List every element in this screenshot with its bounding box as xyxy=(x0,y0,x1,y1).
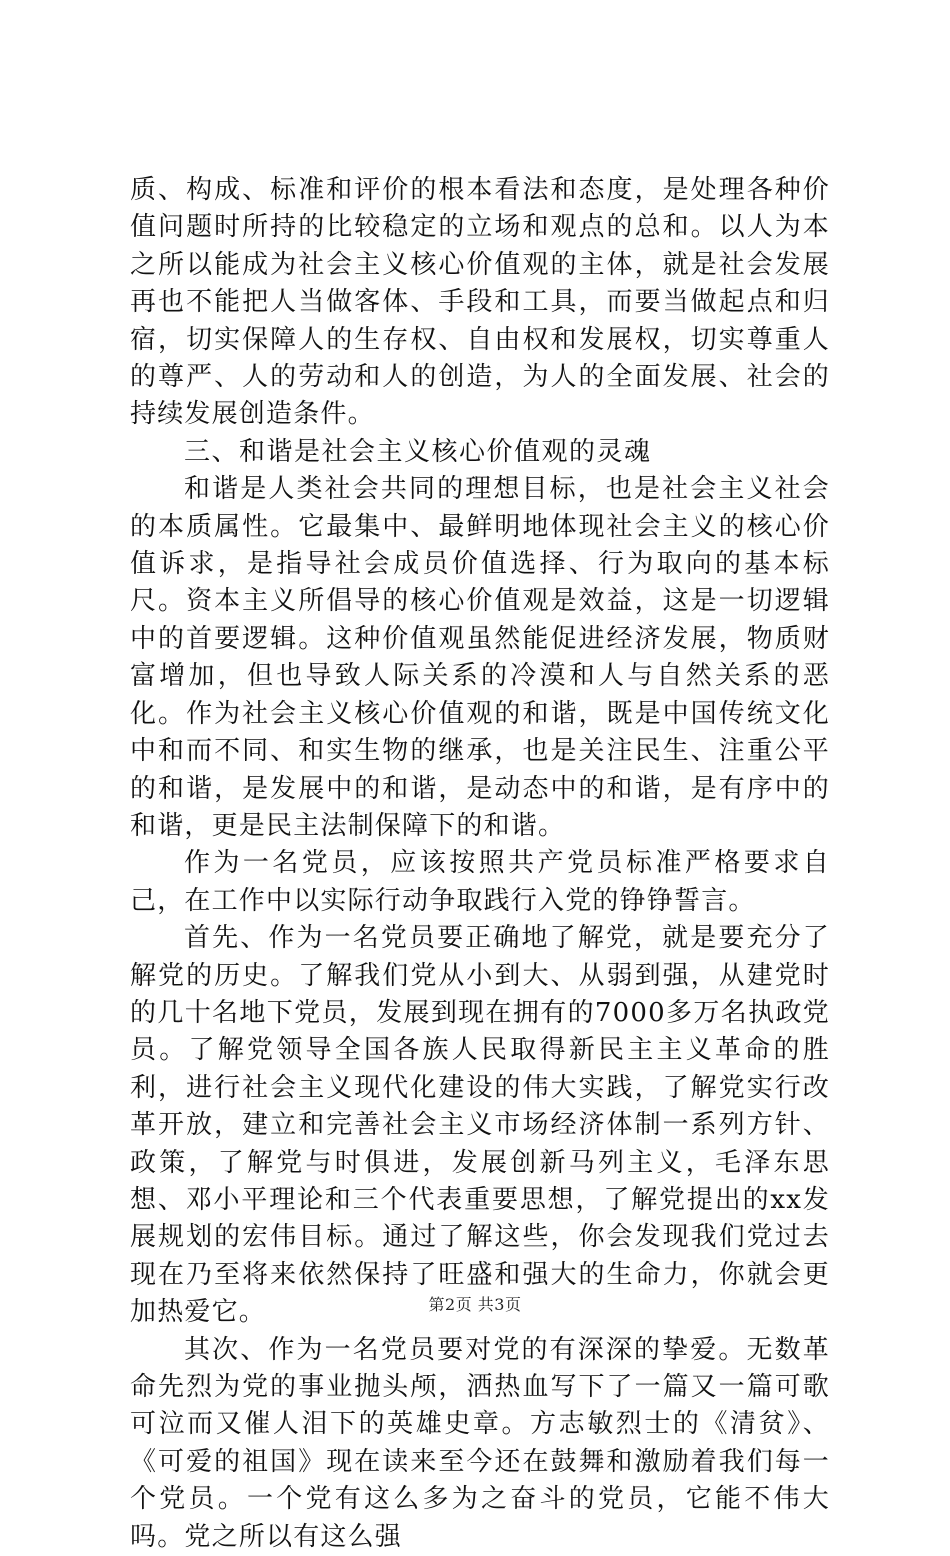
page-number-footer: 第2页 共3页 xyxy=(428,1295,522,1314)
paragraph-first: 首先、作为一名党员要正确地了解党，就是要充分了解党的历史。了解我们党从小到大、从弱到强，从建党时的几十名地下党员，发展到现在拥有的7000多万名执政党员。了解党领导全国各族人民取得新民主主义革命的胜利，进行社会主义现代化建设的伟大实践，了解党实行改革开放，建立和完善社会主义市场经济体制一系列方针、政策，了解党与时俱进，发展创新马列主义，毛泽东思想、邓小平理论和三个代表重要思想，了解党提出的xx发展规划的宏伟目标。通过了解这些，你会发现我们党过去现在乃至将来依然保持了旺盛和强大的生命力，你就会更加热爱它。 xyxy=(130,923,830,1328)
document-body xyxy=(130,172,830,1556)
paragraph-continuation: 质、构成、标准和评价的根本看法和态度，是处理各种价值问题时所持的比较稳定的立场和观点的总和。以人为本之所以能成为社会主义核心价值观的主体，就是社会发展再也不能把人当做客体、手段和工具，而要当做起点和归宿，切实保障人的生存权、自由权和发展权，切实尊重人的尊严、人的劳动和人的创造，为人的全面发展、社会的持续发展创造条件。 xyxy=(130,175,830,430)
paragraph-harmony: 和谐是人类社会共同的理想目标，也是社会主义社会的本质属性。它最集中、最鲜明地体现社会主义的核心价值诉求，是指导社会成员价值选择、行为取向的基本标尺。资本主义所倡导的核心价值观是效益，这是一切逻辑中的首要逻辑。这种价值观虽然能促进经济发展，物质财富增加，但也导致人际关系的冷漠和人与自然关系的恶化。作为社会主义核心价值观的和谐，既是中国传统文化中和而不同、和实生物的继承，也是关注民生、注重公平的和谐，是发展中的和谐，是动态中的和谐，是有序中的和谐，更是民主法制保障下的和谐。 xyxy=(130,474,830,841)
section-heading: 三、和谐是社会主义核心价值观的灵魂 xyxy=(184,436,652,467)
paragraph-party-member: 作为一名党员，应该按照共产党员标准严格要求自己，在工作中以实际行动争取践行入党的铮铮誓言。 xyxy=(130,848,830,916)
paragraph-second: 其次、作为一名党员要对党的有深深的挚爱。无数革命先烈为党的事业抛头颅，洒热血写下了一篇又一篇可歌可泣而又催人泪下的英雄史章。方志敏烈士的《清贫》、《可爱的祖国》现在读来至今还在鼓舞和激励着我们每一个党员。一个党有这么多为之奋斗的党员，它能不伟大吗。党之所以有这么强 xyxy=(130,1334,830,1552)
